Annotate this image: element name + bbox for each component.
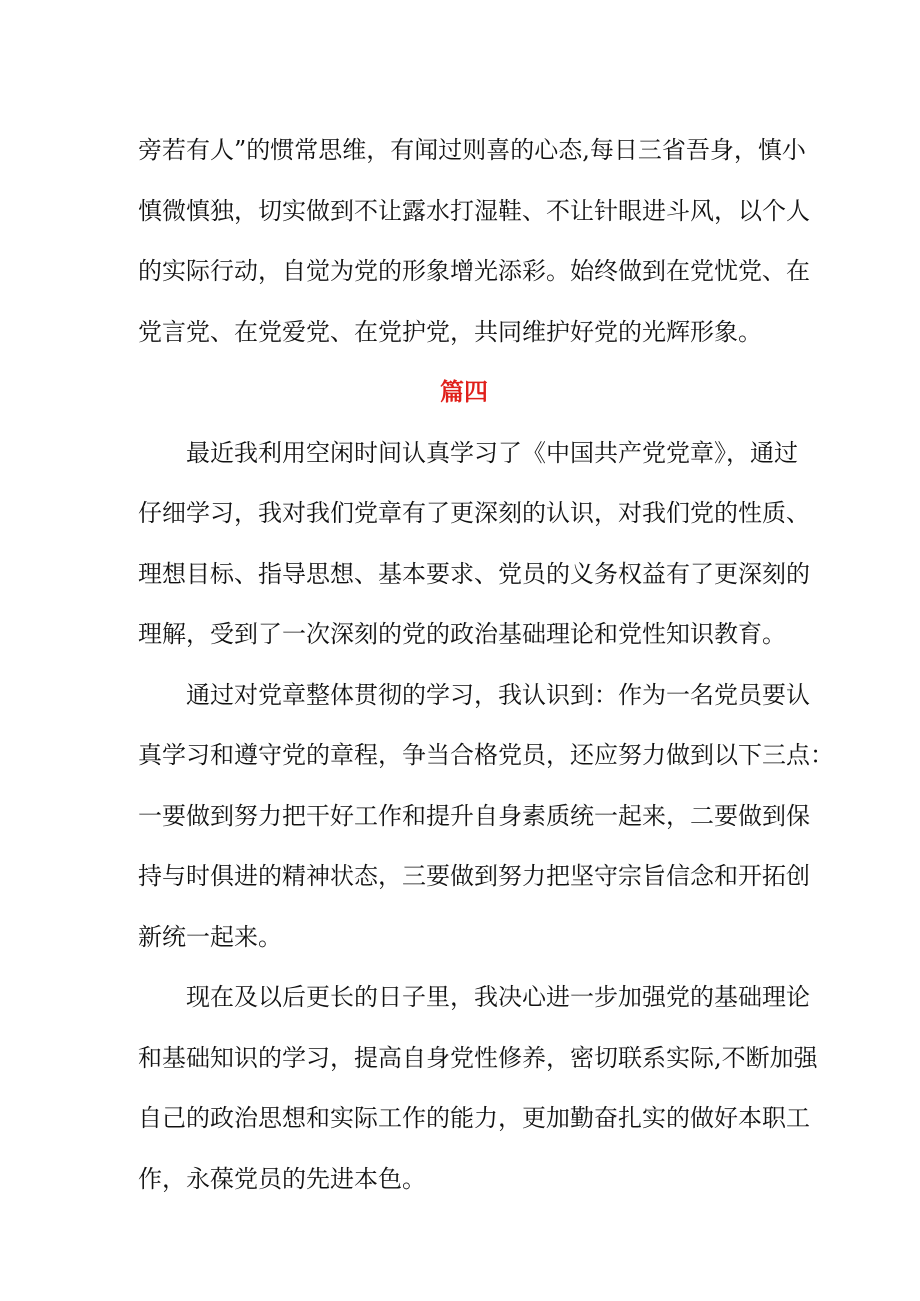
text-line: 理想目标、指导思想、基本要求、党员的义务权益有了更深刻的 xyxy=(138,559,810,588)
text-line: 自己的政治思想和实际工作的能力，更加勤奋扎实的做好本职工 xyxy=(138,1104,810,1132)
text-line: 持与时俱进的精神状态，三要做到努力把坚守宗旨信念和开拓创 xyxy=(138,862,810,890)
text-line: 作，永葆党员的先进本色。 xyxy=(138,1164,426,1193)
section-heading: 篇四 xyxy=(440,378,488,406)
text-line: 最近我利用空闲时间认真学习了《中国共产党党章》，通过 xyxy=(186,438,798,467)
text-line: 旁若有人”的惯常思维，有闻过则喜的心态,每日三省吾身，慎小 xyxy=(138,136,806,164)
text-line: 理解，受到了一次深刻的党的政治基础理论和党性知识教育。 xyxy=(138,620,786,648)
text-line: 仔细学习，我对我们党章有了更深刻的认识，对我们党的性质、 xyxy=(138,499,810,527)
text-line: 的实际行动，自觉为党的形象增光添彩。始终做到在党忧党、在 xyxy=(138,257,810,285)
text-line: 慎微慎独，切实做到不让露水打湿鞋、不让针眼进斗风，以个人 xyxy=(138,196,810,225)
text-line: 一要做到努力把干好工作和提升自身素质统一起来，二要做到保 xyxy=(138,801,810,830)
paragraph-1 xyxy=(138,423,810,665)
paragraph-2 xyxy=(138,665,834,968)
continued-paragraph xyxy=(138,120,810,362)
text-line: 现在及以后更长的日子里，我决心进一步加强党的基础理论 xyxy=(186,983,810,1011)
text-line: 党言党、在党爱党、在党护党，共同维护好党的光辉形象。 xyxy=(138,317,762,346)
text-line: 通过对党章整体贯彻的学习，我认识到：作为一名党员要认 xyxy=(186,680,810,709)
paragraph-3 xyxy=(138,967,818,1209)
document-body xyxy=(138,120,834,1209)
text-line: 真学习和遵守党的章程，争当合格党员，还应努力做到以下三点： xyxy=(138,741,834,769)
text-line: 和基础知识的学习，提高自身党性修养，密切联系实际,不断加强 xyxy=(138,1043,818,1072)
text-line: 新统一起来。 xyxy=(138,922,282,951)
